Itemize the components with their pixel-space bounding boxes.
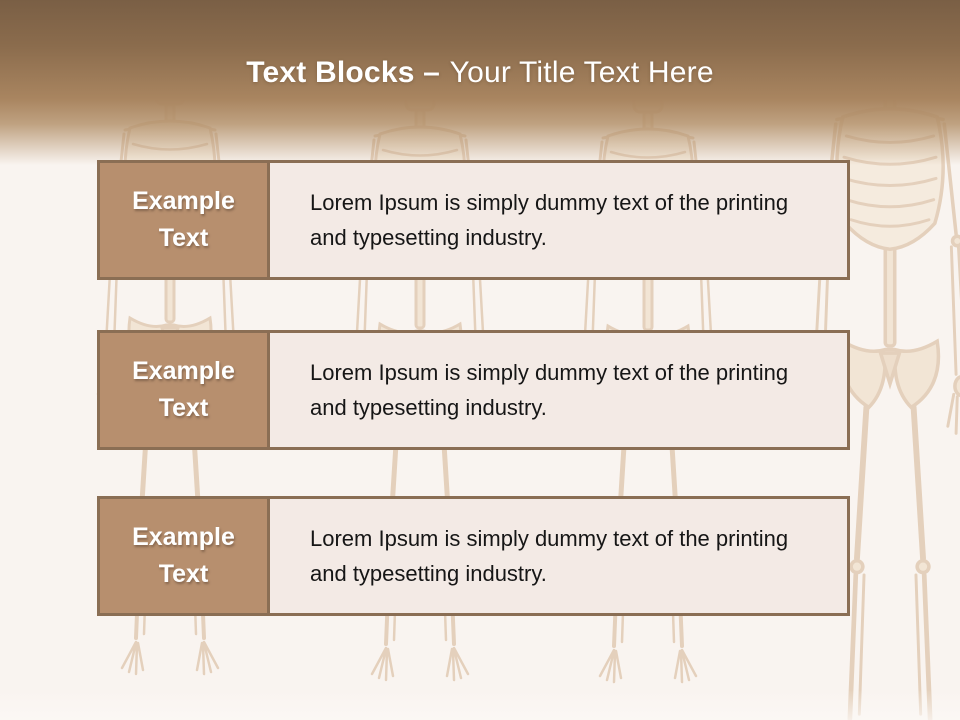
page-title xyxy=(0,0,960,92)
block-1-label: Example Text xyxy=(100,163,270,277)
title-regular-text: Your Title Text Here xyxy=(449,56,714,89)
block-1-body-text: Lorem Ipsum is simply dummy text of the printing and typesetting industry. xyxy=(310,190,789,250)
text-block-1 xyxy=(97,160,850,280)
block-1-body xyxy=(270,163,847,277)
title-bold-text: Text Blocks – xyxy=(246,56,441,89)
text-block-2 xyxy=(97,330,850,450)
block-3-body-text: Lorem Ipsum is simply dummy text of the printing and typesetting industry. xyxy=(310,526,789,586)
block-3-label: Example Text xyxy=(100,499,270,613)
title-banner xyxy=(0,0,960,165)
text-block-3 xyxy=(97,496,850,616)
block-3-body xyxy=(270,499,847,613)
block-2-label: Example Text xyxy=(100,333,270,447)
block-2-body xyxy=(270,333,847,447)
block-2-body-text: Lorem Ipsum is simply dummy text of the printing and typesetting industry. xyxy=(310,360,789,420)
